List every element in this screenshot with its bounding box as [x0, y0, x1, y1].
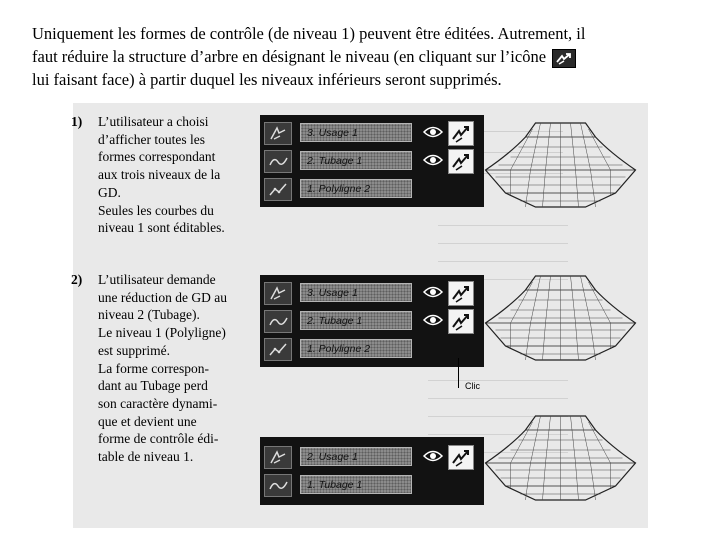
step-2-line: table de niveau 1.: [98, 449, 194, 465]
level-name-field[interactable]: 1. Polyligne 2: [300, 179, 412, 198]
step-1-line: formes correspondant: [98, 149, 216, 165]
reduce-level-button[interactable]: [448, 281, 474, 306]
eye-icon[interactable]: [423, 449, 443, 464]
level-row: [260, 281, 484, 305]
wireframe-vase-2: [478, 268, 643, 368]
eye-icon[interactable]: [423, 153, 443, 168]
step-2-line: forme de contrôle édi-: [98, 431, 219, 447]
level-name-field[interactable]: 2. Usage 1: [300, 447, 412, 466]
reduce-level-button[interactable]: [448, 149, 474, 174]
level-name-field[interactable]: 3. Usage 1: [300, 123, 412, 142]
polyline-level-button[interactable]: [264, 178, 292, 201]
step-2-line: La forme correspon-: [98, 360, 209, 376]
step-1-line: d’afficher toutes les: [98, 131, 205, 147]
level-row: [260, 177, 484, 201]
click-label: Clic: [465, 381, 480, 391]
level-name-field[interactable]: 2. Tubage 1: [300, 151, 412, 170]
step-1-line: niveau 1 sont éditables.: [98, 220, 225, 236]
eye-icon[interactable]: [423, 125, 443, 140]
intro-line-3: lui faisant face) à partir duquel les niveaux inférieurs seront supprimés.: [32, 70, 502, 89]
intro-paragraph: [32, 22, 712, 91]
level-row: [260, 337, 484, 361]
step-2-text: [71, 271, 240, 466]
step-1-number: 1): [71, 114, 83, 129]
tubage-level-button[interactable]: [264, 150, 292, 173]
step-1-line: Seules les courbes du: [98, 202, 214, 218]
eye-icon[interactable]: [423, 313, 443, 328]
tubage-level-button[interactable]: [264, 474, 292, 497]
intro-line-2: [32, 45, 712, 68]
reduce-level-button[interactable]: [448, 121, 474, 146]
step-1-text: [71, 113, 240, 237]
level-row: [260, 149, 484, 173]
wireframe-vase-1: [478, 115, 643, 215]
level-row: [260, 309, 484, 333]
level-row: [260, 473, 484, 497]
step-2-line: est supprimé.: [98, 342, 170, 358]
intro-line-2-text: faut réduire la structure d’arbre en désignant le niveau (en cliquant sur l’icône: [32, 47, 547, 66]
intro-line-1: Uniquement les formes de contrôle (de niveau 1) peuvent être éditées. Autrement, il: [32, 24, 586, 43]
level-name-field[interactable]: 1. Tubage 1: [300, 475, 412, 494]
reduce-level-button[interactable]: [448, 445, 474, 470]
reduce-tree-icon: [552, 49, 576, 68]
level-name-field[interactable]: 2. Tubage 1: [300, 311, 412, 330]
step-1-line: GD.: [98, 184, 121, 200]
level-row: [260, 121, 484, 145]
wireframe-vase-3: [478, 408, 643, 508]
level-name-field[interactable]: 3. Usage 1: [300, 283, 412, 302]
scanned-figure: [73, 103, 648, 528]
usage-level-button[interactable]: [264, 282, 292, 305]
level-panel-3: [260, 437, 484, 505]
level-panel-1: [260, 115, 484, 207]
step-2-line: dant au Tubage perd: [98, 378, 208, 394]
step-2-line: Le niveau 1 (Polyligne): [98, 325, 226, 341]
level-name-field[interactable]: 1. Polyligne 2: [300, 339, 412, 358]
eye-icon[interactable]: [423, 285, 443, 300]
step-2-line: que et devient une: [98, 413, 197, 429]
level-row: [260, 445, 484, 469]
step-2-line: L’utilisateur demande: [98, 272, 216, 287]
step-1-line: L’utilisateur a choisi: [98, 114, 209, 129]
step-2-line: niveau 2 (Tubage).: [98, 307, 200, 323]
click-pointer-line: [458, 358, 459, 388]
usage-level-button[interactable]: [264, 122, 292, 145]
usage-level-button[interactable]: [264, 446, 292, 469]
step-1-line: aux trois niveaux de la: [98, 167, 221, 183]
reduce-level-button[interactable]: [448, 309, 474, 334]
level-panel-2: [260, 275, 484, 367]
step-2-line: son caractère dynami-: [98, 395, 218, 411]
step-2-number: 2): [71, 272, 83, 287]
tubage-level-button[interactable]: [264, 310, 292, 333]
step-2-line: une réduction de GD au: [98, 289, 227, 305]
polyline-level-button[interactable]: [264, 338, 292, 361]
